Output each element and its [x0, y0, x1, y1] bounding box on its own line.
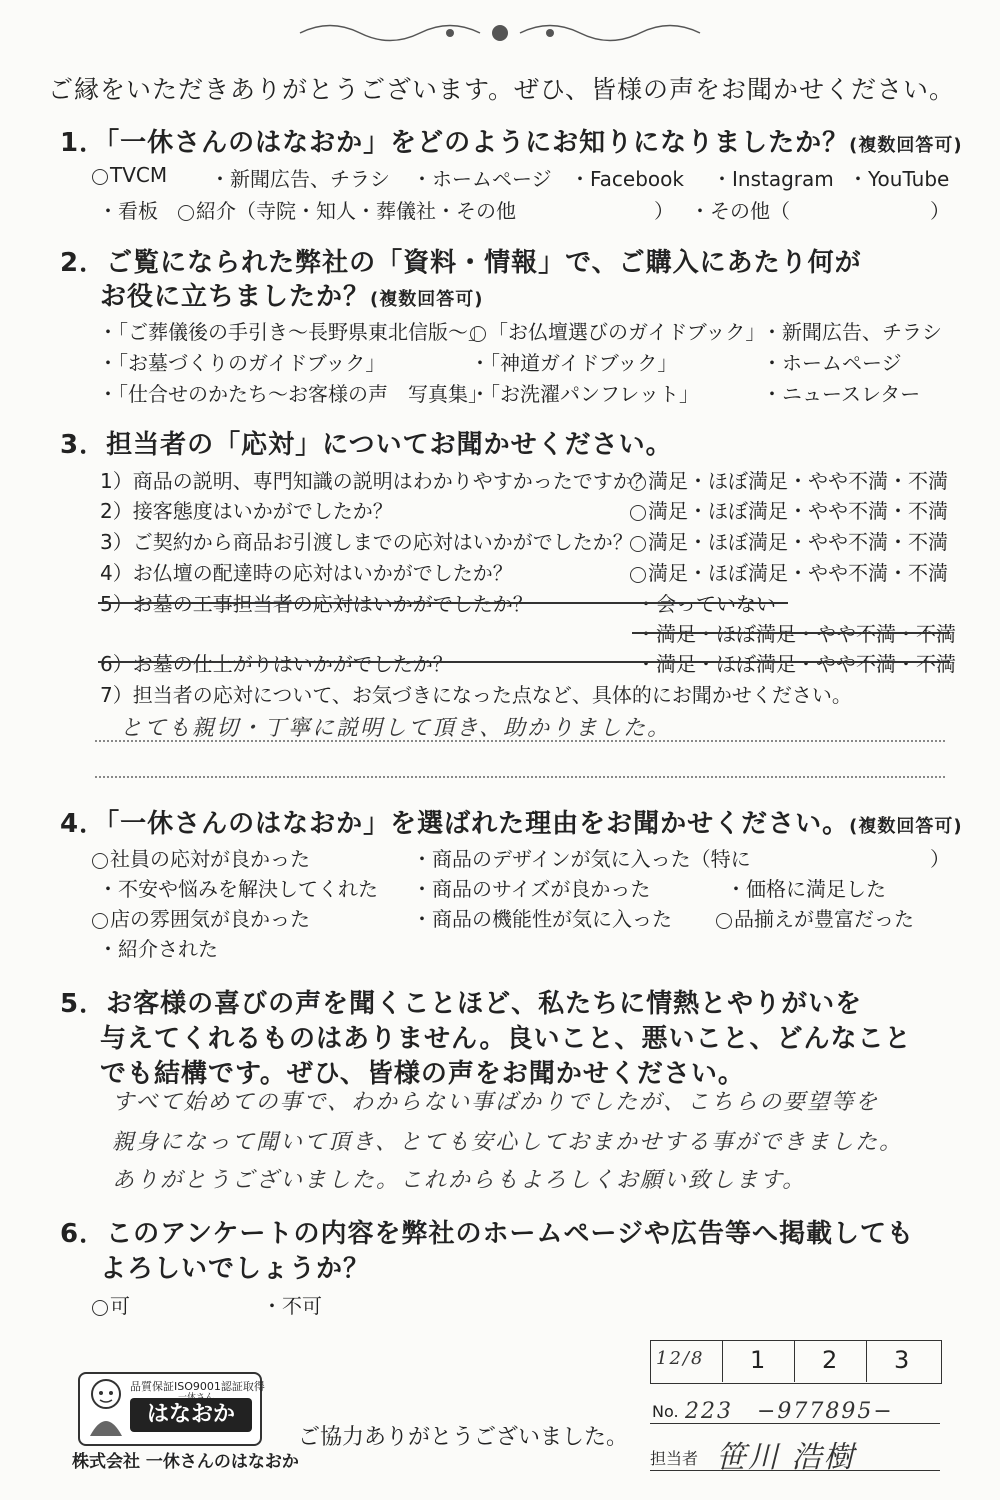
q4-option-design[interactable]: ・商品のデザインが気に入った（特に	[412, 847, 751, 871]
q4-option-atmosphere[interactable]: 店の雰囲気が良かった	[92, 903, 310, 932]
selected-circle-icon	[630, 475, 646, 491]
q6-title-line2: よろしいでしょうか？	[100, 1254, 371, 1284]
header-ornament	[290, 18, 710, 48]
q2-option-homepage[interactable]: ・ホームページ	[762, 351, 902, 375]
q6-option-yes[interactable]: 可	[92, 1290, 130, 1319]
q3-rating-1[interactable]: 満足・ほぼ満足・やや不満・不満	[630, 465, 948, 494]
q3-item-1: 1）商品の説明、専門知識の説明はわかりやすかったですか？	[100, 469, 653, 493]
q3-handwritten-answer[interactable]: とても親切・丁寧に説明して頂き、助かりました。	[120, 716, 672, 741]
thanks-text: ご協力ありがとうございました。	[298, 1425, 629, 1450]
q1-option-tvcm[interactable]: TVCM	[92, 163, 167, 187]
q6-option-no[interactable]: ・不可	[262, 1294, 322, 1318]
logo-iso-text: 品質保証ISO9001認証取得	[130, 1380, 265, 1393]
stamp-date: 12/8	[656, 1348, 705, 1369]
q3-rating-5[interactable]: ・満足・ほぼ満足・やや不満・不満	[636, 622, 956, 646]
q4-option-referred[interactable]: ・紹介された	[98, 937, 218, 961]
q2-option-newsletter[interactable]: ・ニュースレター	[762, 382, 921, 406]
q1-option-other[interactable]: ・その他（	[690, 199, 790, 223]
q3-item-7: 7）担当者の応対について、お気づきになった点など、具体的にお聞かせください。	[100, 683, 852, 707]
stamp-divider	[794, 1340, 795, 1382]
q2-option-butsudan-guide[interactable]: 「お仏壇選びのガイドブック」	[470, 316, 765, 345]
q3-item-4: 4）お仏壇の配達時の応対はいかがでしたか？	[100, 561, 513, 585]
q2-title-line2: お役に立ちましたか？(複数回答可)	[100, 282, 484, 312]
selected-circle-icon	[92, 1300, 108, 1316]
staff-signature: 笹川 浩樹	[716, 1440, 856, 1475]
q1-bracket-close: ）	[654, 199, 674, 223]
q5-title-line1: 5．お客様の喜びの声を聞くことほど、私たちに情熱とやりがいを	[60, 989, 863, 1019]
q2-title-line1: 2．ご覧になられた弊社の「資料・情報」で、ご購入にあたり何が	[60, 248, 862, 278]
q1-option-referral[interactable]: 紹介（寺院・知人・葬儀社・その他	[178, 195, 516, 224]
selected-circle-icon	[178, 205, 194, 221]
stamp-divider	[866, 1340, 867, 1382]
q1-option-youtube[interactable]: ・YouTube	[848, 167, 950, 191]
answer-line	[95, 776, 945, 778]
q3-rating-4[interactable]: 満足・ほぼ満足・やや不満・不満	[630, 557, 948, 586]
selected-circle-icon	[92, 853, 108, 869]
monk-mascot-icon	[84, 1376, 128, 1438]
q1-option-signboard[interactable]: ・看板	[98, 199, 158, 223]
q5-handwritten-line2[interactable]: 親身になって聞いて頂き、とても安心しておまかせする事ができました。	[112, 1130, 904, 1155]
stamp-box-2[interactable]: 2	[822, 1346, 838, 1374]
q4-option-solved[interactable]: ・不安や悩みを解決してくれた	[98, 877, 378, 901]
intro-text: ご縁をいただきありがとうございます。ぜひ、皆様の声をお聞かせください。	[48, 75, 956, 104]
q1-option-homepage[interactable]: ・ホームページ	[412, 167, 552, 191]
strike-line	[632, 632, 950, 634]
q1-option-instagram[interactable]: ・Instagram	[712, 167, 834, 191]
q5-title-line2: 与えてくれるものはありません。良いこと、悪いこと、どんなこと	[100, 1024, 912, 1054]
q5-handwritten-line3[interactable]: ありがとうございました。これからもよろしくお願い致します。	[112, 1168, 807, 1193]
q2-option-funeral-guide[interactable]: ・「ご葬儀後の手引き～長野県東北信版～」	[98, 320, 488, 344]
company-name: 株式会社 一休さんのはなおか	[72, 1452, 299, 1472]
q3-not-met-5[interactable]: ・会っていない	[636, 592, 776, 616]
selected-circle-icon	[470, 326, 486, 342]
q3-rating-2[interactable]: 満足・ほぼ満足・やや不満・不満	[630, 495, 948, 524]
q3-item-3: 3）ご契約から商品お引渡しまでの応対はいかがでしたか？	[100, 530, 633, 554]
q3-item-6: 6）お墓の仕上がりはいかがでしたか？	[100, 652, 453, 676]
selected-circle-icon	[716, 913, 732, 929]
staff-underline	[650, 1470, 940, 1471]
q4-option-function[interactable]: ・商品の機能性が気に入った	[412, 907, 672, 931]
strike-line	[98, 661, 950, 663]
q2-option-shinto-guide[interactable]: ・「神道ガイドブック」	[470, 351, 678, 375]
q3-item-2: 2）接客態度はいかがでしたか？	[100, 499, 393, 523]
logo-name: はなおか	[130, 1398, 252, 1432]
q2-option-grave-guide[interactable]: ・「お墓づくりのガイドブック」	[98, 351, 386, 375]
selected-circle-icon	[630, 567, 646, 583]
number-underline	[650, 1423, 940, 1424]
q6-title-line1: 6．このアンケートの内容を弊社のホームページや広告等へ掲載しても	[60, 1219, 915, 1249]
stamp-box-3[interactable]: 3	[894, 1346, 910, 1374]
q3-item-5: 5）お墓の工事担当者の応対はいかがでしたか？	[100, 592, 533, 616]
q2-option-newspaper[interactable]: ・新聞広告、チラシ	[762, 320, 942, 344]
q2-option-laundry-pamphlet[interactable]: ・「お洗濯パンフレット」	[470, 382, 699, 406]
q3-rating-6[interactable]: ・満足・ほぼ満足・やや不満・不満	[636, 652, 956, 676]
staff-label: 担当者	[650, 1449, 699, 1468]
number-value: 223 −977895−	[685, 1399, 894, 1424]
answer-line	[95, 740, 945, 742]
q4-title: 4．「一休さんのはなおか」を選ばれた理由をお聞かせください。(複数回答可)	[60, 809, 963, 839]
selected-circle-icon	[630, 505, 646, 521]
q3-title: 3．担当者の「応対」についてお聞かせください。	[60, 430, 673, 460]
q1-title: 1．「一休さんのはなおか」をどのようにお知りになりましたか？(複数回答可)	[60, 128, 963, 158]
q1-other-close: ）	[930, 199, 950, 223]
q1-option-newspaper[interactable]: ・新聞広告、チラシ	[210, 167, 390, 191]
q4-design-close: ）	[930, 847, 950, 871]
q3-rating-3[interactable]: 満足・ほぼ満足・やや不満・不満	[630, 526, 948, 555]
stamp-divider	[722, 1340, 723, 1382]
q5-title-line3: でも結構です。ぜひ、皆様の声をお聞かせください。	[100, 1059, 745, 1089]
q4-option-variety[interactable]: 品揃えが豊富だった	[716, 903, 914, 932]
q4-option-staff[interactable]: 社員の応対が良かった	[92, 843, 310, 872]
q4-option-price[interactable]: ・価格に満足した	[726, 877, 886, 901]
selected-circle-icon	[92, 169, 108, 185]
q4-option-size[interactable]: ・商品のサイズが良かった	[412, 877, 651, 901]
selected-circle-icon	[630, 536, 646, 552]
stamp-box-1[interactable]: 1	[750, 1346, 766, 1374]
selected-circle-icon	[92, 913, 108, 929]
q2-option-photo-book[interactable]: ・「仕合せのかたち～お客様の声 写真集」	[98, 382, 488, 406]
number-label: No.	[652, 1402, 679, 1421]
q5-handwritten-line1[interactable]: すべて始めての事で、わからない事ばかりでしたが、こちらの要望等を	[112, 1090, 880, 1115]
strike-line	[98, 602, 788, 604]
q1-option-facebook[interactable]: ・Facebook	[570, 167, 684, 191]
